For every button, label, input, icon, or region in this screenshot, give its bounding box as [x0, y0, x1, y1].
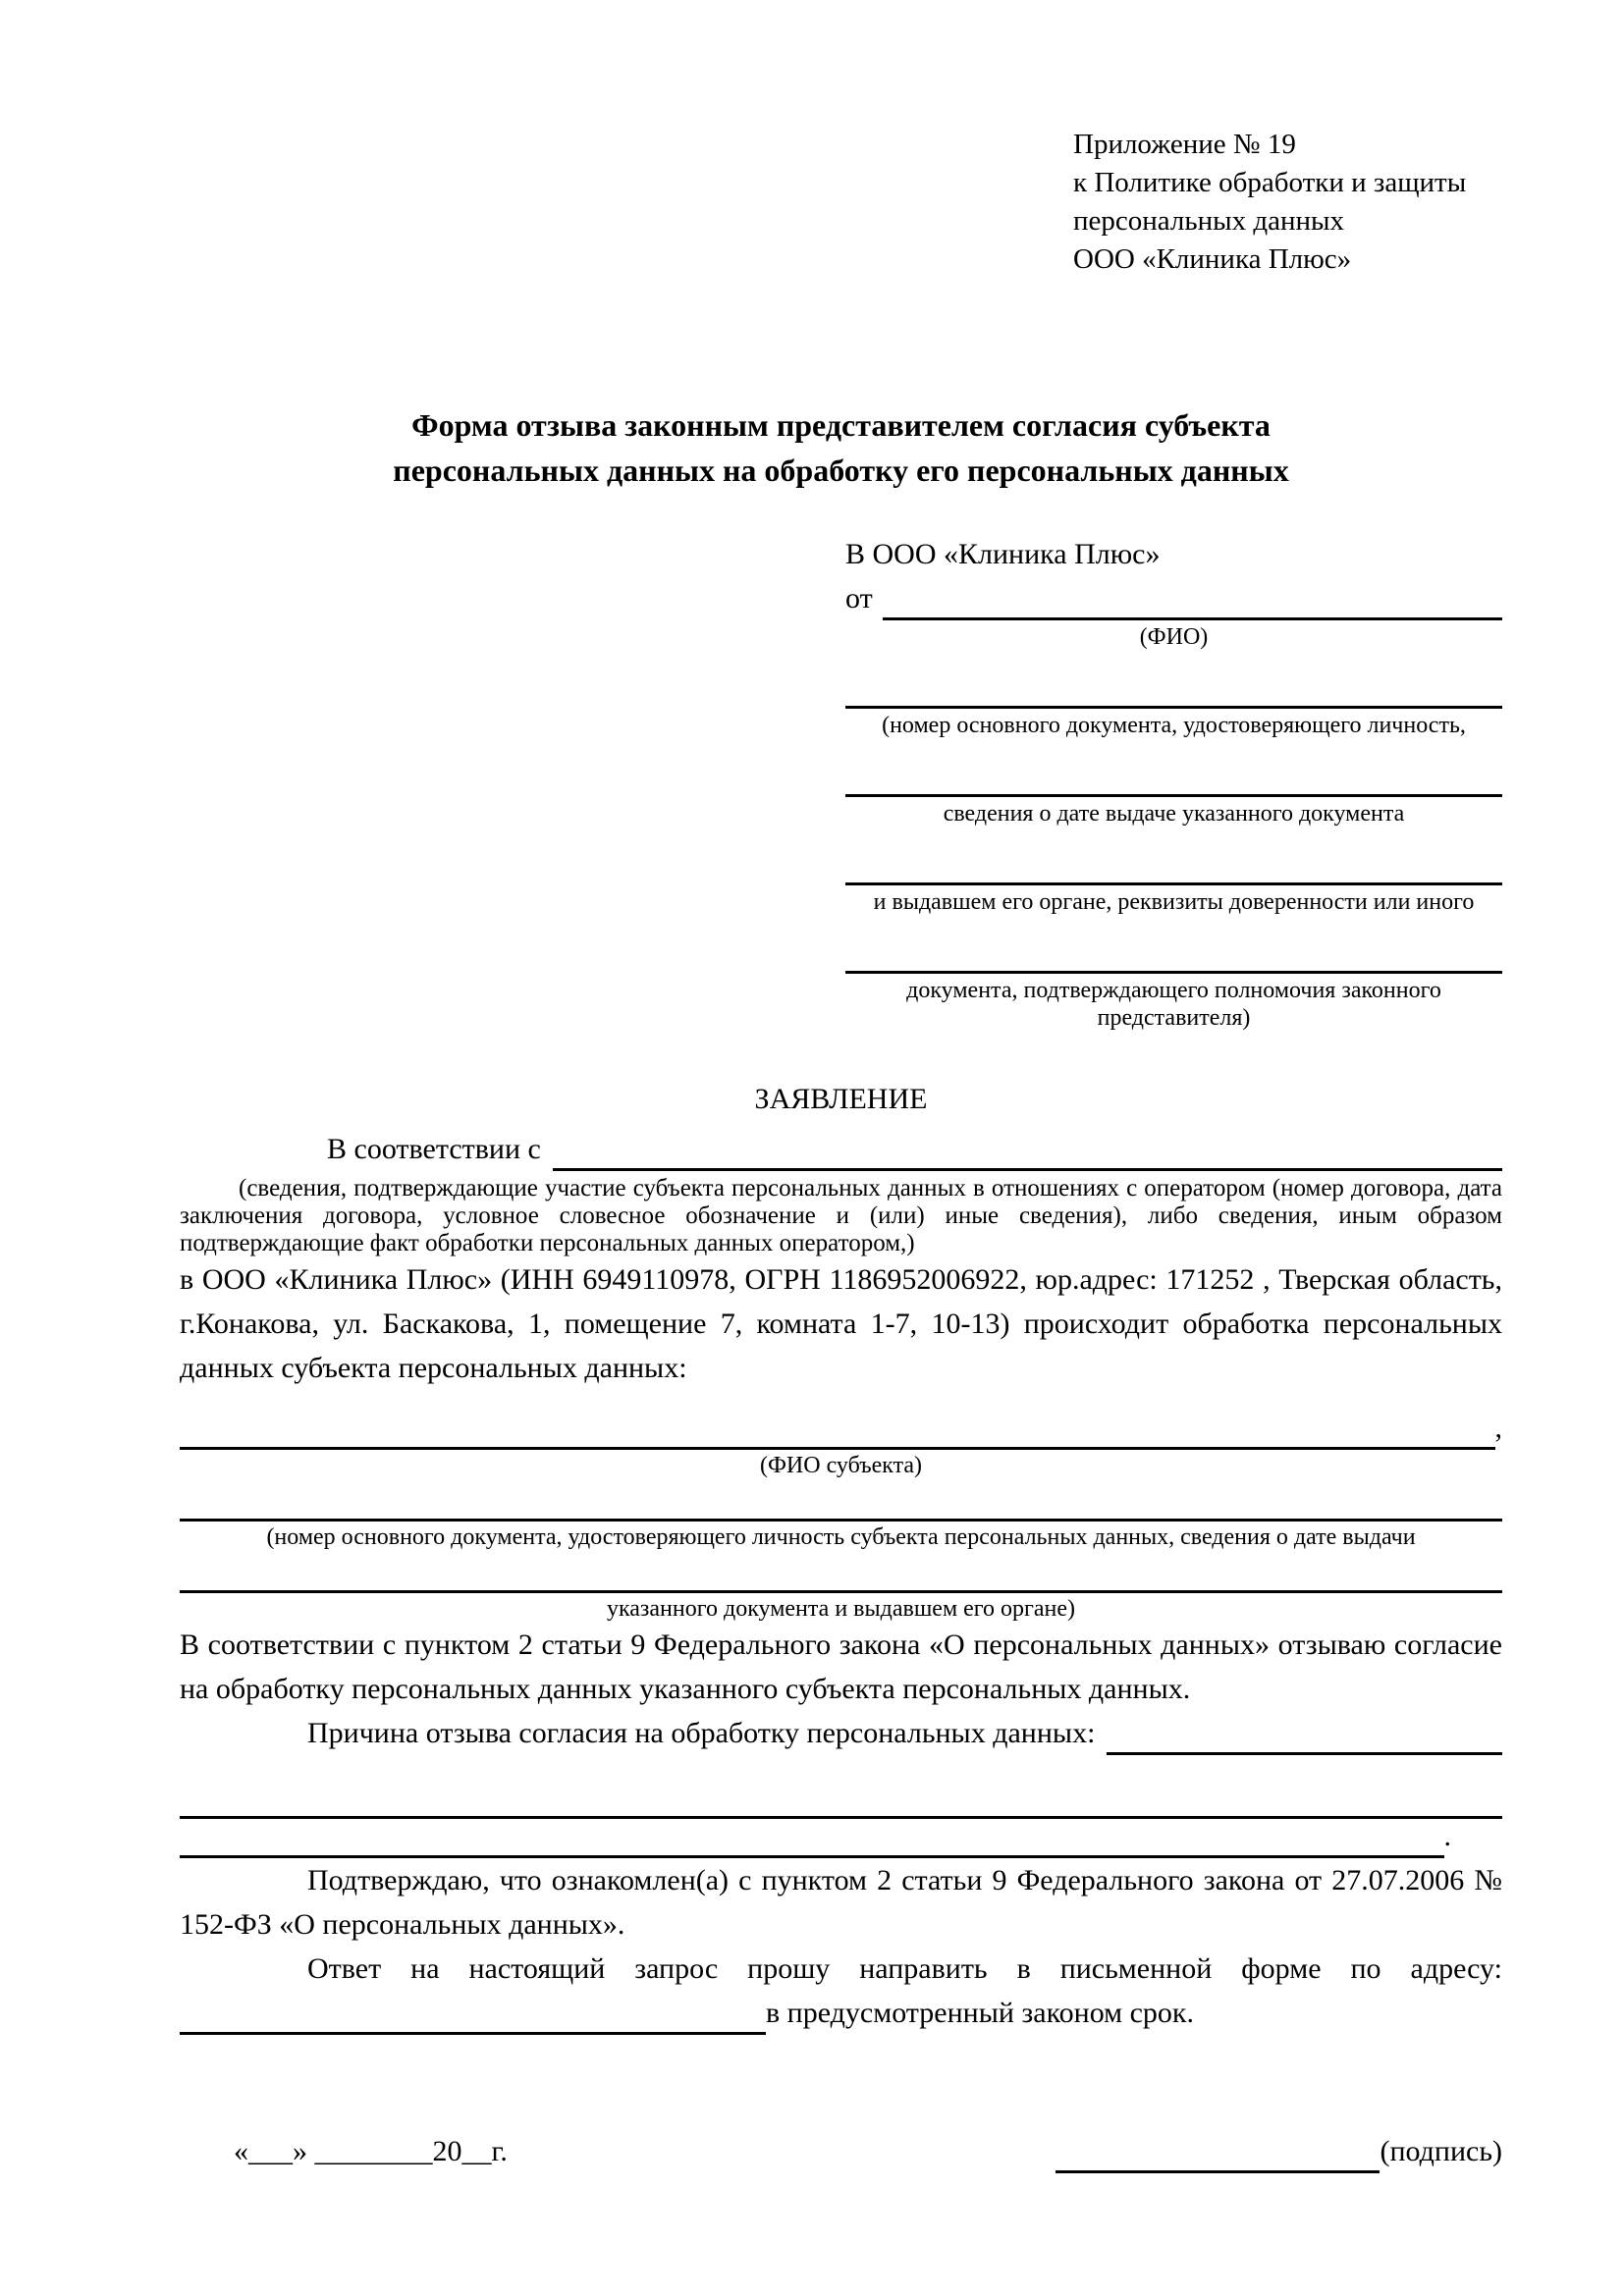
subject-fio-blank-line	[180, 1437, 1495, 1450]
appendix-line: Приложение № 19	[1073, 129, 1296, 160]
statement-intro-label: В соответствии с	[327, 1133, 541, 1165]
issue-date-blank-line	[845, 759, 1502, 797]
grounds-note: (сведения, подтверждающие участие субъекта персональных данных в отношениях с оператором (номер договора, дата заключения договора, условное словесное обозначение и (или) иные сведения), либо сведения, иным образом подтверждающие факт обработки персональных данных оператором,)	[180, 1175, 1502, 1256]
subject-fio-caption: (ФИО субъекта)	[759, 1453, 923, 1478]
signature-blank-line	[1056, 2161, 1380, 2173]
statement-heading: ЗАЯВЛЕНИЕ	[754, 1083, 928, 1115]
signature-caption: (подпись)	[1380, 2135, 1502, 2167]
doc-number-caption: (номер основного документа, удостоверяющего личность,	[882, 713, 1466, 738]
addressee-from-row	[845, 576, 1502, 620]
operator-paragraph: в ООО «Клиника Плюс» (ИНН 6949110978, ОГРН 1186952006922, юр.адрес: 171252 , Тверская область, г.Конакова, ул. Баскакова, 1, помещение 7, комната 1-7, 10-13) происходит обработка персональных данных субъекта персональных данных:	[180, 1263, 1502, 1384]
reason-blank-line-2	[180, 1755, 1502, 1819]
confirm-paragraph: Подтверждаю, что ознакомлен(а) с пунктом 2 статьи 9 Федерального закона от 27.07.2006 № 152-ФЗ «О персональных данных».	[180, 1864, 1502, 1941]
issue-date-caption: сведения о дате выдаче указанного документа	[943, 801, 1405, 827]
representative-doc-blank-line	[845, 935, 1502, 974]
withdraw-paragraph: В соответствии с пунктом 2 статьи 9 Федерального закона «О персональных данных» отзываю согласие на обработку персональных данных указанного субъекта персональных данных.	[180, 1629, 1502, 1705]
reason-blank-line-3	[180, 1845, 1444, 1858]
grounds-blank-line	[553, 1158, 1502, 1171]
statement-intro-row	[180, 1127, 1502, 1171]
reply-address-blank-line	[180, 2022, 766, 2035]
subject-doc-blank-line-2	[180, 1551, 1502, 1593]
addressee-to: В ООО «Клиника Плюс»	[845, 538, 1161, 570]
reason-period: .	[1443, 1820, 1451, 1852]
reply-paragraph-line1: Ответ на настоящий запрос прошу направить в письменной форме по адресу:	[307, 1952, 1502, 1985]
issuing-authority-caption: и выдавшем его органе, реквизиты доверенности или иного	[873, 889, 1475, 915]
document-title-line: персональных данных на обработку его персональных данных	[393, 453, 1289, 488]
subject-doc-blank-line	[180, 1479, 1502, 1522]
document-title	[180, 402, 1502, 493]
subject-fio-row	[180, 1406, 1502, 1450]
subject-fio-comma: ,	[1494, 1412, 1502, 1444]
reason-row	[180, 1711, 1502, 1755]
reason-label: Причина отзыва согласия на обработку персональных данных:	[307, 1717, 1096, 1749]
fio-blank-line	[883, 608, 1502, 620]
representative-doc-caption: документа, подтверждающего полномочия законного представителя)	[906, 978, 1441, 1031]
addressee-block	[845, 532, 1502, 1032]
reason-blank-row-3	[180, 1819, 1451, 1858]
reason-blank-line	[1107, 1742, 1502, 1755]
appendix-line: персональных данных	[1073, 205, 1345, 237]
subject-doc-caption: (номер основного документа, удостоверяющего личность субъекта персональных данных, сведения о дате выдачи	[266, 1524, 1416, 1550]
addressee-from-label: от	[845, 582, 873, 614]
appendix-line: к Политике обработки и защиты	[1073, 167, 1467, 198]
appendix-line: ООО «Клиника Плюс»	[1073, 243, 1352, 275]
issuing-authority-blank-line	[845, 847, 1502, 885]
reply-paragraph-line2	[180, 1991, 1502, 2035]
footer-row	[180, 2129, 1502, 2173]
signature-group	[1056, 2129, 1502, 2173]
date-blank: «___» ________20__г.	[234, 2135, 508, 2167]
subject-doc-caption-2: указанного документа и выдавшем его органе)	[606, 1596, 1076, 1622]
reply-paragraph-tail: в предусмотренный законом срок.	[766, 1997, 1194, 2029]
appendix-header	[1073, 126, 1502, 279]
document-title-line: Форма отзыва законным представителем согласия субъекта	[411, 407, 1271, 443]
doc-number-blank-line	[845, 670, 1502, 709]
fio-caption: (ФИО)	[1139, 624, 1209, 650]
